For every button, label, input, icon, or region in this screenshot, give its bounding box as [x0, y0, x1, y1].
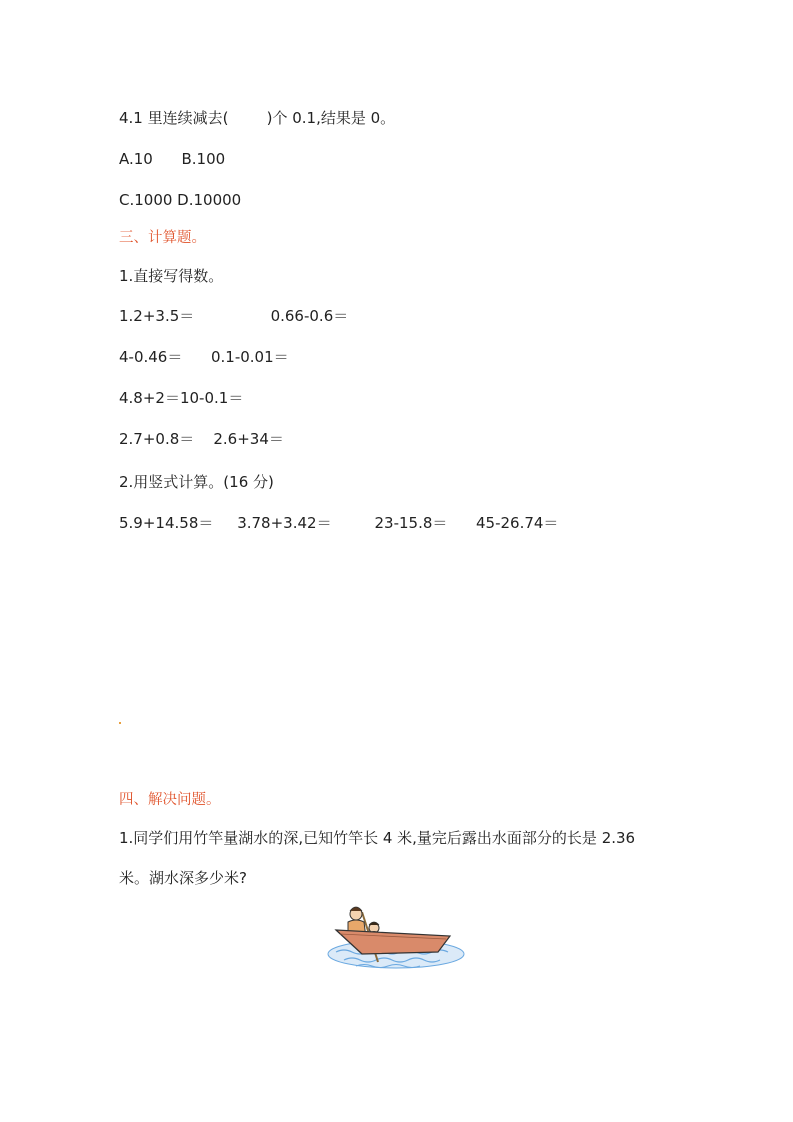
question-4-stem: 4.1 里连续减去( )个 0.1,结果是 0。 [119, 109, 396, 127]
calc-row-2: 4-0.46＝ 0.1-0.01＝ [119, 348, 289, 366]
calc-row-1: 1.2+3.5＝ 0.66-0.6＝ [119, 307, 349, 325]
section-3-heading: 三、计算题。 [119, 230, 206, 246]
calc-q2-row: 5.9+14.58＝ 3.78+3.42＝ 23-15.8＝ 45-26.74＝ [119, 514, 559, 532]
section-4-heading: 四、解决问题。 [119, 792, 221, 808]
boat-with-children-icon [326, 902, 468, 974]
calc-row-4: 2.7+0.8＝ 2.6+34＝ [119, 430, 284, 448]
question-4-options-ab: A.10 B.100 [119, 150, 226, 168]
stray-dot [119, 722, 121, 724]
calc-row-3: 4.8+2＝10-0.1＝ [119, 389, 244, 407]
problem-1-line-1: 1.同学们用竹竿量湖水的深,已知竹竿长 4 米,量完后露出水面部分的长是 2.36 [119, 829, 636, 847]
problem-1-line-2: 米。湖水深多少米? [119, 869, 247, 887]
question-4-options-cd: C.1000 D.10000 [119, 191, 242, 209]
calc-q1-title: 1.直接写得数。 [119, 267, 224, 285]
calc-q2-title: 2.用竖式计算。(16 分) [119, 473, 274, 491]
